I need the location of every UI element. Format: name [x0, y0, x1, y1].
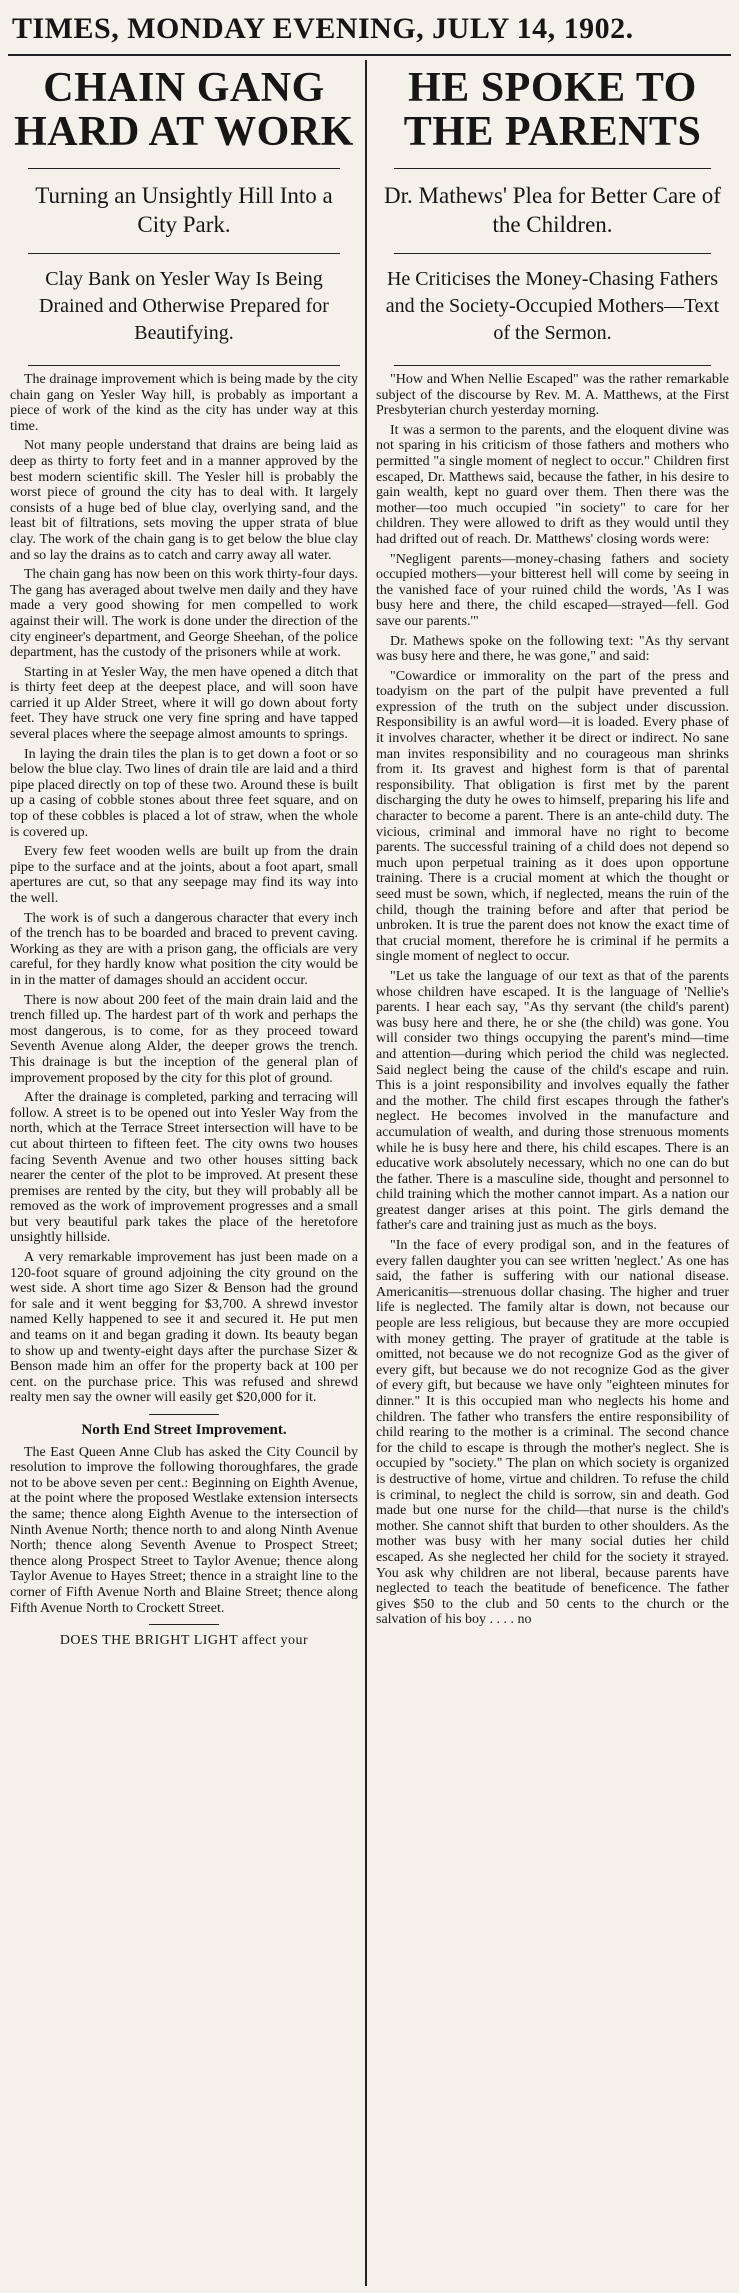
section-separator-2 [149, 1624, 219, 1625]
dateline: TIMES, MONDAY EVENING, JULY 14, 1902. [12, 12, 634, 45]
right-rule-2 [394, 253, 711, 254]
left-paragraph: There is now about 200 feet of the main drain laid and the trench filled up. The hardest part of th work and perhaps the most dangerous, is to come, for as they proceed toward Seventh Avenue along Alder, the deeper grows the trench. This drainage is but the inception of the general plan of improvement proposed by the city for this plot of ground. [10, 992, 358, 1086]
section-separator [149, 1414, 219, 1415]
section-paragraph: The East Queen Anne Club has asked the City Council by resolution to improve the following thoroughfares, the grade not to be above seven per cent.: Beginning on Eighth Avenue, at the point where the proposed Westlake extension intersects the same; thence along Eighth Avenue to the intersection of Ninth Avenue North; thence north to and along Ninth Avenue North; thence along Seventh Avenue to Prospect Street; thence along Prospect Street to Taylor Avenue; thence along Taylor Avenue to Hayes Street; thence in a straight line to the corner of Fifth Avenue North and Blaine Street; thence along Fifth Avenue North to Crockett Street. [10, 1444, 358, 1616]
masthead [8, 8, 731, 56]
left-paragraph: Not many people understand that drains are being laid as deep as thirty to forty feet and in a manner approved by the best modern scientific skill. The Yesler hill is probably the worst piece of ground the city has to deal with. It largely consists of a huge bed of blue clay, overlying sand, and the least bit of filtrations, sets moving the upper strata of blue clay. The work of the chain gang is to get below the blue clay and so lay the drains as to catch and carry away all water. [10, 438, 358, 563]
left-article [8, 62, 360, 2284]
right-subhead-2: He Criticises the Money-Chasing Fathers and the Society-Occupied Mothers—Text of the Sermon. [385, 268, 720, 344]
right-headline: HE SPOKE TO THE PARENTS [403, 65, 702, 155]
left-paragraph: Starting in at Yesler Way, the men have opened a ditch that is thirty feet deep at the deepest place, and will soon have carried it up Alder Street, where it will go down about forty feet. They have struck one very fine spring and have tapped several places where the seepage almost amounts to springs. [10, 664, 358, 743]
right-subhead-1: Dr. Mathews' Plea for Better Care of the Children. [384, 183, 721, 237]
right-paragraph: "Cowardice or immorality on the part of the press and toadyism on the part of the pulpit have prevented a full expression of the truth on the subject under discussion. Responsibility is an awful word—it is loaded. Every phase of it involves character, whether it be direct or indirect. No sane man invites responsibility and no courageous man shrinks from it. Its gravest and highest form is that of parental responsibility. That obligation is first met by the parent discharging the duty he owes to himself, preparing his life and character to become a parent. There is an ante-child duty. The vicious, criminal and immoral have no right to become parents. The successful training of a child does not depend so much upon perpetual training as it does upon opportune training. There is a crucial moment at which the thought or seed must be sown, which, if neglected, means the ruin of the child, though the training before and after that period be unbroken. It is true the parent does not know the exact time of that crucial moment, therefore he is criminal if he permits a single moment of neglect to occur. [376, 668, 729, 965]
left-paragraph: A very remarkable improvement has just been made on a 120-foot square of ground adjoining the city ground on the west side. A short time ago Sizer & Benson had the ground for sale and it went begging for $3,700. A shrewd investor named Kelly happened to see it and secured it. He put men and teams on it and began grading it down. Its beauty began to show up and twenty-eight days after the purchase Sizer & Benson made him an offer for the property back at 100 per cent. on the purchase price. This was refused and shrewd realty men say the owner will easily get $20,000 for it. [10, 1250, 358, 1406]
left-headline: CHAIN GANG HARD AT WORK [14, 65, 354, 155]
left-paragraph: The drainage improvement which is being made by the city chain gang on Yesler Way hill, is probably as important a piece of work of the kind as the city has under way at this time. [10, 372, 358, 434]
right-paragraph: "Negligent parents—money-chasing fathers and society occupied mothers—your bitterest hell will come by seeing in the vanished face of your ruined child the words, 'As I was busy here and there, the child escaped—strayed—fell. God save our parents.'" [376, 551, 729, 629]
left-rule-2 [28, 253, 340, 254]
left-subhead-2: Clay Bank on Yesler Way Is Being Drained and Otherwise Prepared for Beautifying. [39, 268, 329, 344]
right-paragraph: "In the face of every prodigal son, and in the features of every fallen daughter you can see written 'neglect.' As one has said, the father is suffering with our national disease. Americanitis—strenuous dollar chasing. The higher and truer life is neglected. The family altar is down, not because our people are less religious, but because they are more occupied with money getting. The prayer of gratitude at the table is omitted, not because we do not recognize God as the giver of every gift, but because we do not recognize God as the giver of every gift, but because we have only "eighteen minutes for dinner." It is this occupied man who neglects his home and children. The father who transfers the entire responsibility of child rearing to the mother is a criminal. The second chance for the child to escape is through the mother's neglect. She is occupied by "society." The plan on which society is organized is destructive of home, virtue and children. To refuse the child is criminal, to neglect the child is sorrow, sin and death. God made but one nurse for the child—that nurse is the child's mother. She cannot shift that burden to other shoulders. As the mother was busy with her many social duties her child escaped. As she neglected her child for the society it strayed. You ask why children are not liberal, because parents have neglected to teach the beatitude of beneficence. The father gives $50 to the club and 50 cents to the church or the salvation of his boy . . . . no [376, 1238, 729, 1628]
right-rule-1 [394, 168, 711, 169]
right-paragraph: It was a sermon to the parents, and the eloquent divine was not sparing in his criticism of those fathers and mothers who permitted "a single moment of neglect to occur." Children first escaped, Dr. Matthews said, because the father, in his desire to gain wealth, kept no guard over them. Then there was the mother—too much occupied "in society" to care for her children. They were allowed to drift as they would until they had drifted out of reach. Dr. Matthews' closing words were: [376, 422, 729, 547]
left-subhead-1: Turning an Unsightly Hill Into a City Park. [35, 183, 333, 237]
left-paragraph: After the drainage is completed, parking and terracing will follow. A street is to be opened out into Yesler Way from the north, which at the Terrace Street intersection will have to be cut about thirteen to fifteen feet. The city owns two houses facing Seventh Avenue and two other houses sitting back nearer the center of the plot to be improved. At present these premises are rented by the city, but they will probably all be removed as the work of improvement progresses and a small but very beautiful park takes the place of the heretofore unsightly hillside. [10, 1090, 358, 1246]
right-rule-3 [394, 365, 711, 366]
left-paragraph: In laying the drain tiles the plan is to get down a foot or so below the blue clay. Two lines of drain tile are laid and a third pipe placed directly on top of these two. Around these is built up a casing of cobble stones about three feet square, and on top of these cobbles is placed a lot of straw, when the whole is covered up. [10, 746, 358, 840]
column-divider [365, 60, 367, 2286]
tail-teaser: DOES THE BRIGHT LIGHT affect your [59, 1633, 309, 1649]
left-paragraph: The work is of such a dangerous character that every inch of the trench has to be boarded and braced to prevent caving. Working as they are with a prison gang, the officials are very careful, for they hardly know what position the city would be in in the matter of damages should an accident occur. [10, 910, 358, 988]
left-body [10, 372, 358, 1649]
right-paragraph: "Let us take the language of our text as that of the parents whose children have escaped. It is the language of 'Nellie's parents. I hear each say, "As thy servant (the child's parent) was busy here and there, he or she (the child) was gone. You will consider two things occupying the parent's mind—time and attention—during which period the child was neglected. Said neglect being the cause of the child's escape and ruin. This is a joint responsibility and involves equally the father and the mother. The child first escapes through the father's neglect. He becomes involved in the manufacture and accumulation of wealth, and during those strenuous moments while he is busy here and there, his child escapes. There is an educative work absolutely necessary, which no one can do but the father. There is a masculine side, thought and personnel to child training which the mother cannot impart. As a nation our greatest danger arises at this point. The girls demand the father's care and training just as much as the boys. [376, 968, 729, 1234]
right-paragraph: Dr. Mathews spoke on the following text: "As thy servant was busy here and there, he was gone," and said: [376, 633, 729, 665]
left-rule-3 [28, 365, 340, 366]
right-paragraph: "How and When Nellie Escaped" was the rather remarkable subject of the discourse by Rev. M. A. Matthews, at the First Presbyterian church yesterday morning. [376, 372, 729, 419]
right-body [376, 372, 729, 1628]
left-rule-1 [28, 168, 340, 169]
section-title: North End Street Improvement. [81, 1422, 287, 1438]
right-article [374, 62, 731, 2284]
left-paragraph: The chain gang has now been on this work thirty-four days. The gang has averaged about twelve men daily and they have made a very good showing for men compelled to work against their will. The work is done under the direction of the city engineer's department, and George Sheehan, of the police department, has the custody of the prisoners while at work. [10, 567, 358, 661]
left-paragraph: Every few feet wooden wells are built up from the drain pipe to the surface and at the joints, about a foot apart, small apertures are cut, so that any seepage may find its way into the well. [10, 844, 358, 906]
